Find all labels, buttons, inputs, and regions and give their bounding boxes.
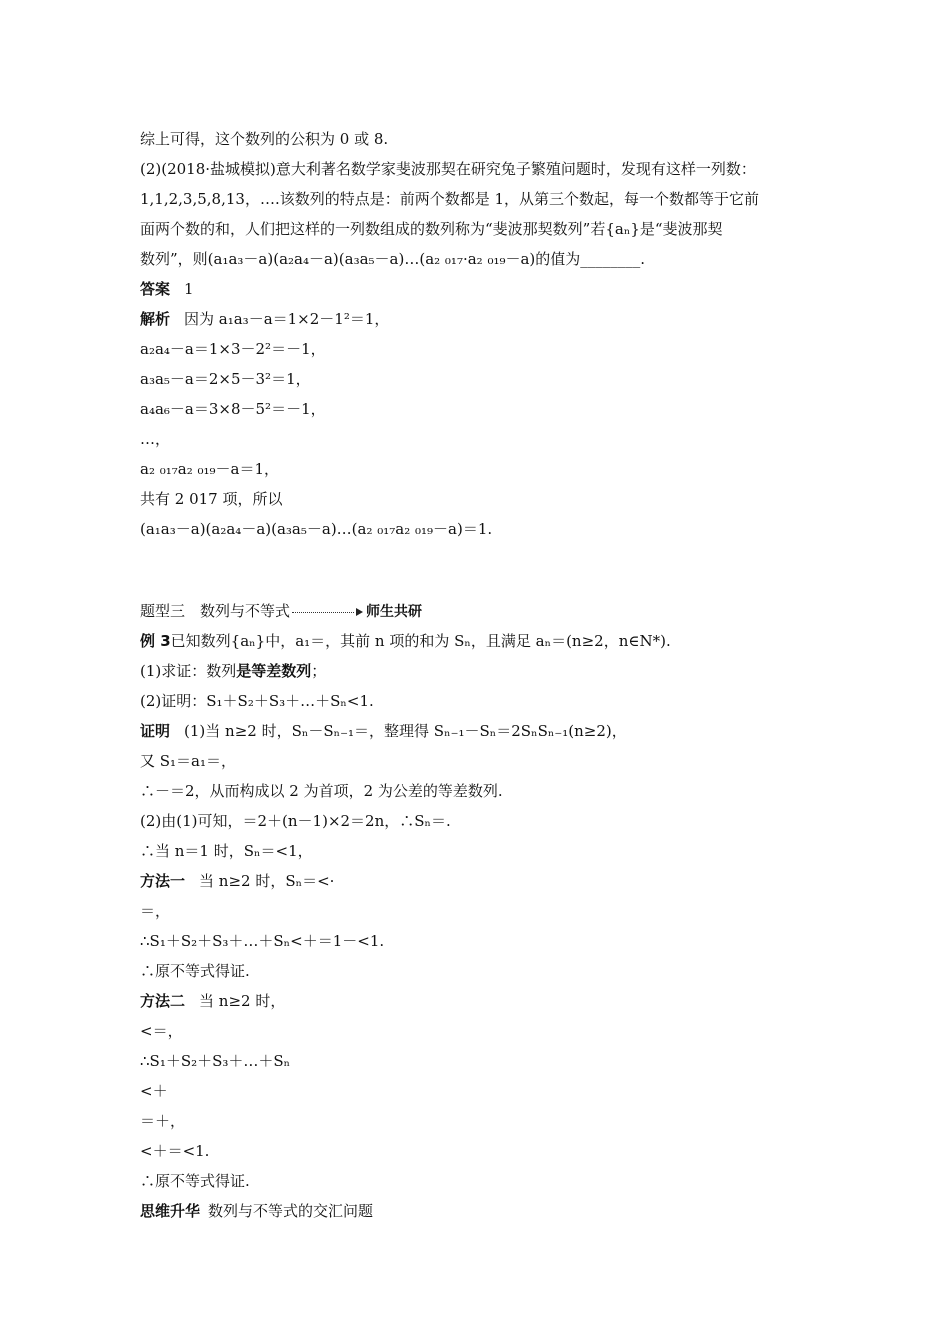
proof-line bbox=[140, 716, 820, 746]
text-line: a₄a₆－a＝3×8－5²＝－1， bbox=[140, 400, 326, 418]
text-line: ＝， bbox=[140, 902, 171, 920]
proof-text: (1)当 n≥2 时，Sₙ－Sₙ₋₁＝，整理得 Sₙ₋₁－Sₙ＝2SₙSₙ₋₁(n≥2)， bbox=[184, 722, 627, 740]
proof-label: 证明 bbox=[140, 722, 171, 740]
example-text: 已知数列{aₙ}中，a₁＝，其前 n 项的和为 Sₙ，且满足 aₙ＝(n≥2，n∈N*). bbox=[170, 632, 671, 650]
summary-label: 思维升华 bbox=[140, 1202, 201, 1220]
text-line: a₂ ₀₁₇a₂ ₀₁₉－a＝1， bbox=[140, 460, 280, 478]
text-line: 综上可得，这个数列的公积为 0 或 8. bbox=[140, 130, 389, 148]
answer-value: 1 bbox=[184, 280, 194, 298]
example-label: 例 3 bbox=[140, 632, 171, 650]
text-line: <＝， bbox=[140, 1022, 183, 1040]
method-two-line: 方法二 当 n≥2 时， bbox=[140, 992, 286, 1010]
text-line: 共有 2 017 项，所以 bbox=[140, 490, 283, 508]
section-tag: 师生共研 bbox=[366, 604, 423, 620]
analysis-line bbox=[140, 304, 820, 334]
method-two-label: 方法二 bbox=[140, 992, 186, 1010]
text-line: <＋＝<1. bbox=[140, 1142, 210, 1160]
analysis-label: 解析 bbox=[140, 310, 171, 328]
bold-phrase: 是等差数列 bbox=[236, 662, 312, 680]
method-one-line: 方法一 当 n≥2 时，Sₙ＝<· bbox=[140, 872, 335, 890]
analysis-text: 因为 a₁a₃－a＝1×2－1²＝1， bbox=[184, 310, 390, 328]
text-line: ∴S₁＋S₂＋S₃＋…＋Sₙ bbox=[140, 1052, 291, 1070]
text-line: (2)由(1)可知，＝2＋(n－1)×2＝2n，∴Sₙ＝. bbox=[140, 812, 451, 830]
text-line: ＝＋， bbox=[140, 1112, 186, 1130]
text-line: ∴S₁＋S₂＋S₃＋…＋Sₙ<＋＝1－<1. bbox=[140, 932, 385, 950]
text-line: ∴原不等式得证. bbox=[140, 1172, 250, 1190]
dotted-arrow-line bbox=[292, 612, 354, 613]
document-page bbox=[140, 124, 820, 1226]
example-line bbox=[140, 626, 820, 656]
arrow-icon bbox=[356, 608, 363, 616]
text-line: 面两个数的和，人们把这样的一列数组成的数列称为“斐波那契数列”若{aₙ}是“斐波那契 bbox=[140, 220, 723, 238]
text-line: (2)(2018·盐城模拟)意大利著名数学家斐波那契在研究兔子繁殖问题时，发现有这样一列数： bbox=[140, 160, 756, 178]
method-one-label: 方法一 bbox=[140, 872, 186, 890]
text-line: 数列”，则(a₁a₃－a)(a₂a₄－a)(a₃a₅－a)…(a₂ ₀₁₇·a₂ ₀₁₉－a)的值为________. bbox=[140, 250, 646, 268]
text-line: 又 S₁＝a₁＝， bbox=[140, 752, 237, 770]
text-line: a₃a₅－a＝2×5－3²＝1， bbox=[140, 370, 311, 388]
answer-line bbox=[140, 274, 820, 304]
summary-line: 思维升华 数列与不等式的交汇问题 bbox=[140, 1202, 374, 1220]
text-line: (1)求证：数列是等差数列； bbox=[140, 662, 327, 680]
text-line: a₂a₄－a＝1×3－2²＝－1， bbox=[140, 340, 326, 358]
text-line: (a₁a₃－a)(a₂a₄－a)(a₃a₅－a)…(a₂ ₀₁₇a₂ ₀₁₉－a)＝1. bbox=[140, 520, 493, 538]
section-title: 题型三 数列与不等式 bbox=[140, 602, 291, 620]
answer-label: 答案 bbox=[140, 280, 171, 298]
text-line: 1,1,2,3,5,8,13，….该数列的特点是：前两个数都是 1，从第三个数起，每一个数都等于它前 bbox=[140, 190, 760, 208]
text-line: …， bbox=[140, 430, 171, 448]
text-line: <＋ bbox=[140, 1082, 168, 1100]
text-line: ∴当 n＝1 时，Sₙ＝<1， bbox=[140, 842, 313, 860]
text-line: (2)证明：S₁＋S₂＋S₃＋…＋Sₙ<1. bbox=[140, 692, 374, 710]
section-heading bbox=[140, 596, 820, 626]
text-line: ∴原不等式得证. bbox=[140, 962, 250, 980]
text-line: ∴－＝2，从而构成以 2 为首项，2 为公差的等差数列. bbox=[140, 782, 503, 800]
